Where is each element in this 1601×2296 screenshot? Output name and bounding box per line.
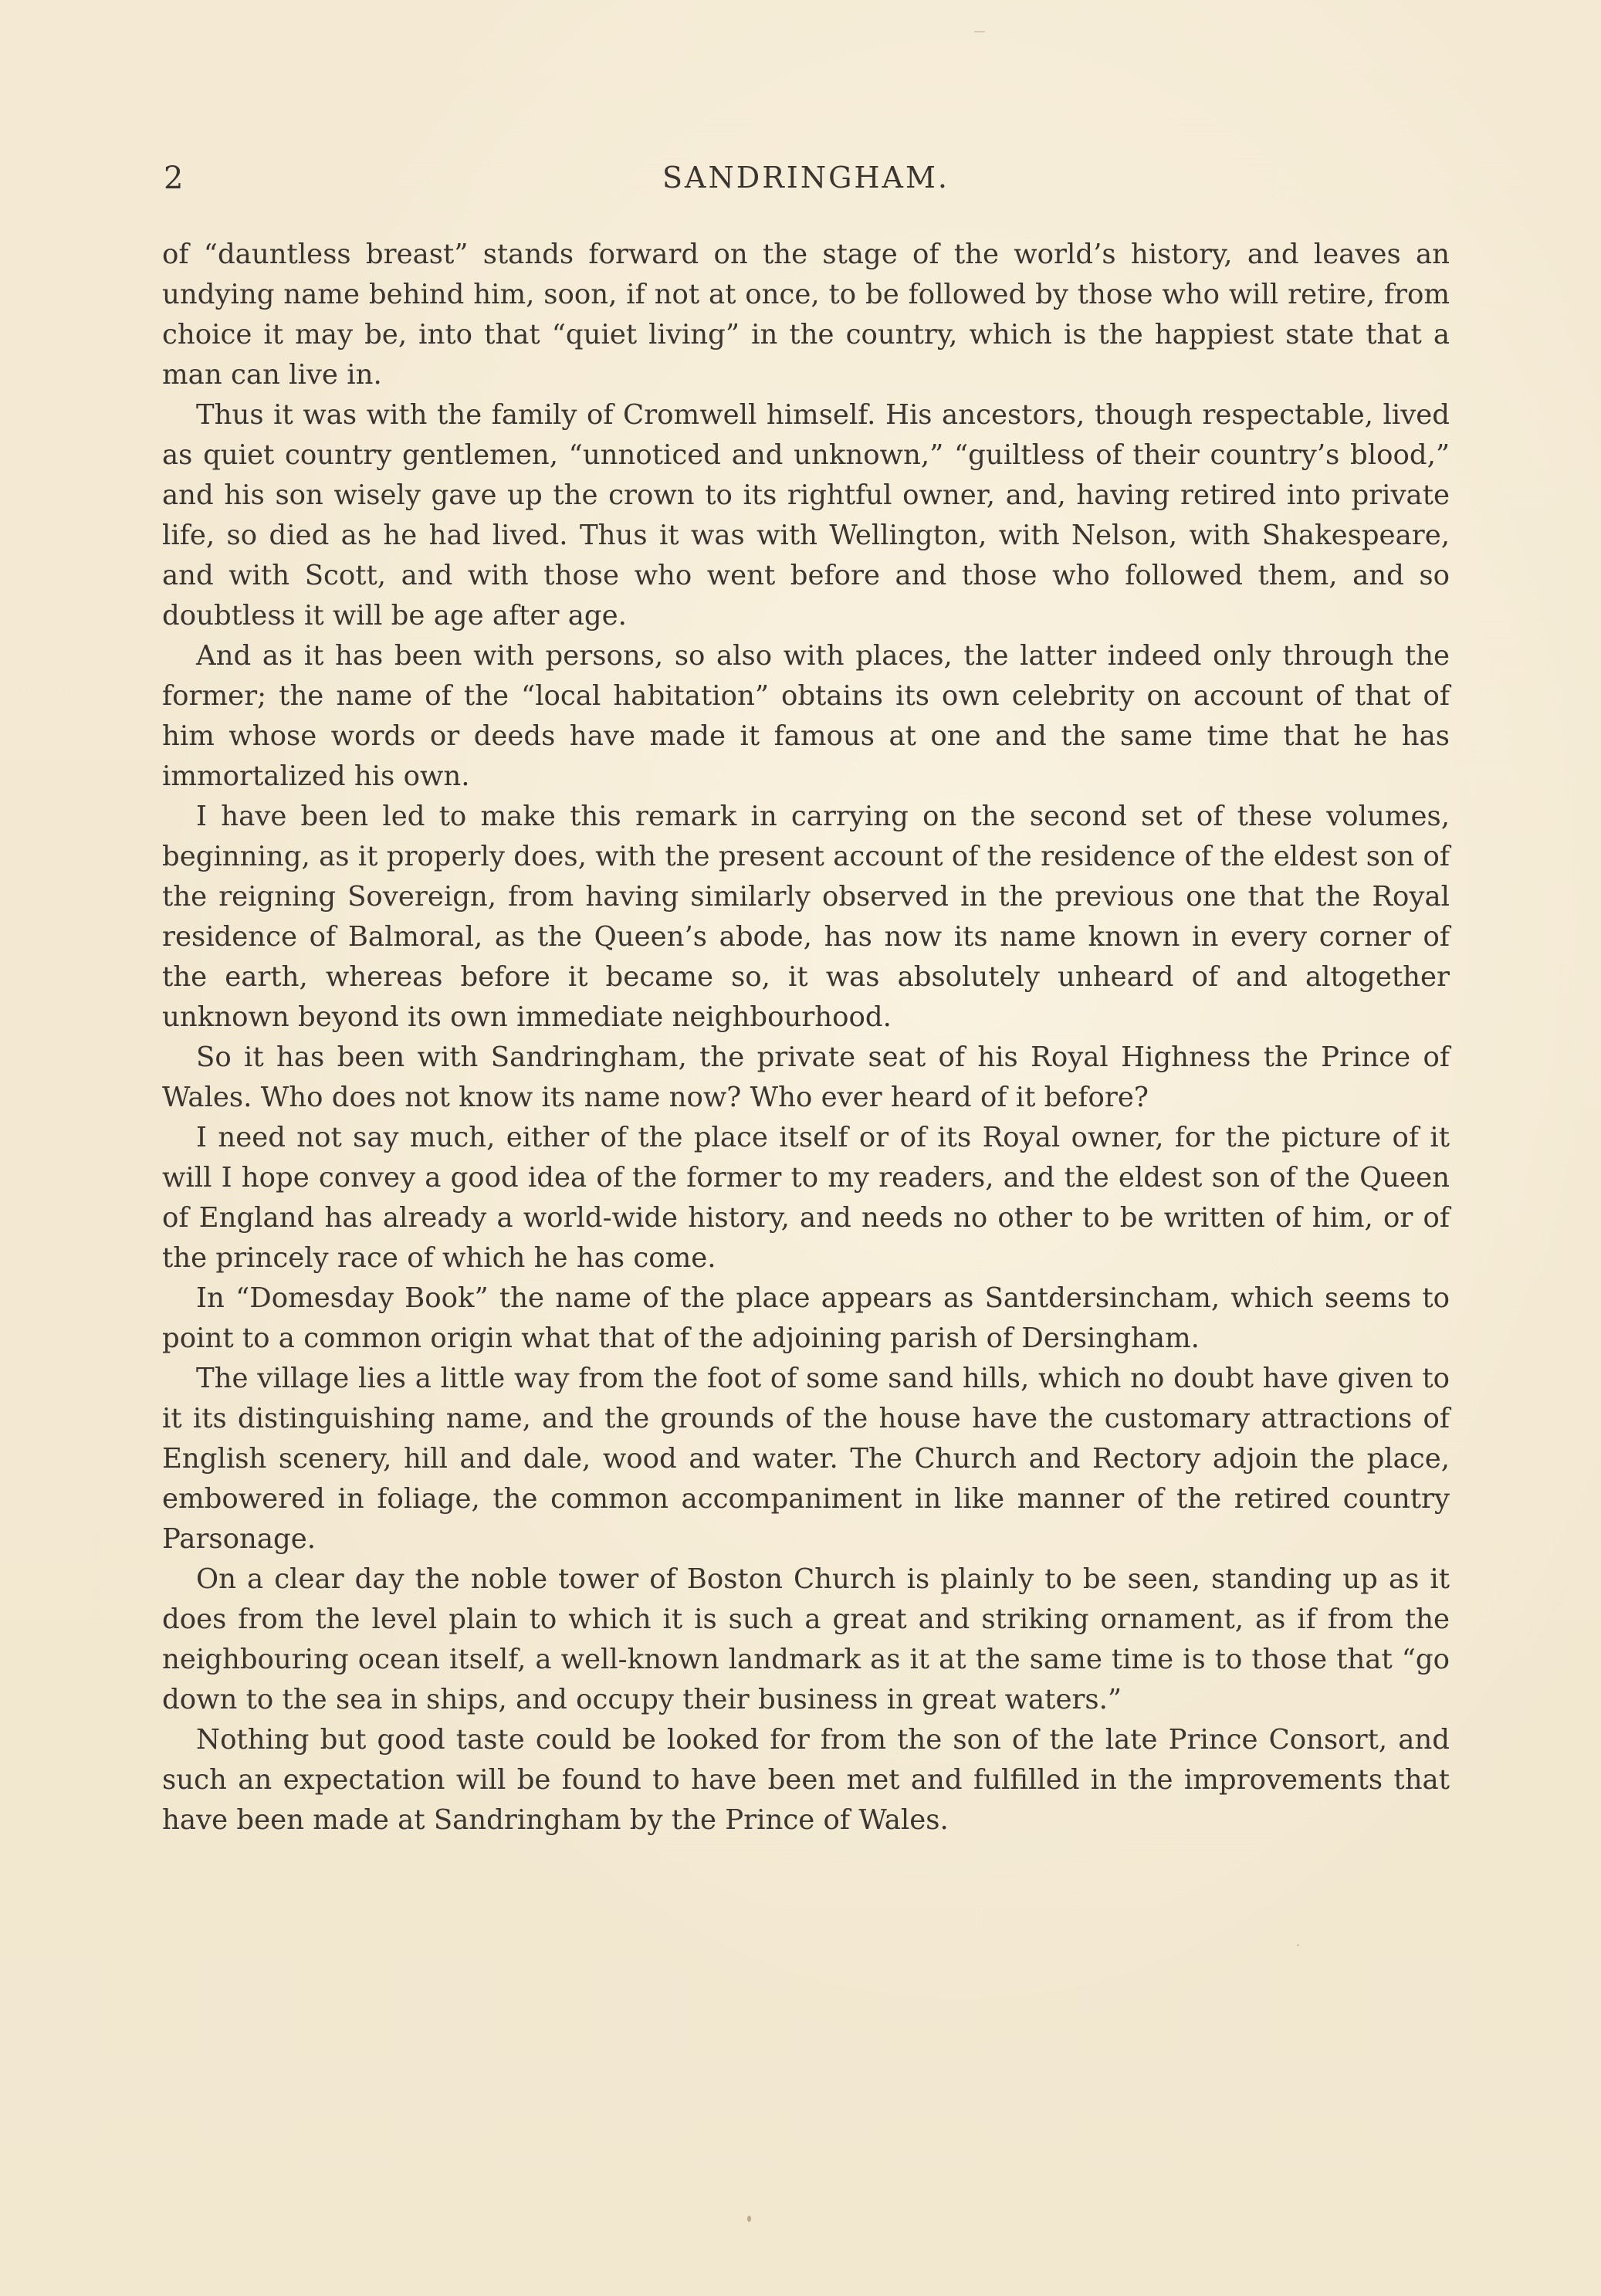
paper-speck: [747, 2216, 751, 2222]
paragraph: of “dauntless breast” stands forward on the stage of the world’s history, and leaves an undying name behind him, soon, if not at once, to be followed by those who will retire, from choice it may be, into that “quiet living” in the country, which is the happiest state that a man can live in.: [162, 239, 1450, 391]
paper-speck: [1297, 1944, 1299, 1946]
paragraph: So it has been with Sandringham, the private seat of his Royal Highness the Prince of Wales. Who does not know its name now? Who ever heard of it before?: [162, 1041, 1450, 1113]
paragraph: Thus it was with the family of Cromwell himself. His ancestors, though respectable, lived as quiet country gentlemen, “unnoticed and unknown,” “guiltless of their country’s blood,” and his son wisely gave up the crown to its rightful owner, and, having retired into private life, so died as he had lived. Thus it was with Wellington, with Nelson, with Shakespeare, and with Scott, and with those who went before and those who followed them, and so doubtless it will be age after age.: [162, 399, 1450, 632]
body-text: [162, 235, 1450, 1841]
paragraph: The village lies a little way from the foot of some sand hills, which no doubt have given to it its distinguishing name, and the grounds of the house have the customary attractions of English scenery, hill and dale, wood and water. The Church and Rectory adjoin the place, embowered in foliage, the common accompaniment in like manner of the retired country Parsonage.: [162, 1363, 1450, 1555]
paper-speck: [974, 31, 985, 32]
paragraph: In “Domesday Book” the name of the place appears as Santdersincham, which seems to point to a common origin what that of the adjoining parish of Dersingham.: [162, 1282, 1450, 1354]
paragraph: On a clear day the noble tower of Boston Church is plainly to be seen, standing up as it does from the level plain to which it is such a great and striking ornament, as if from the neighbouring ocean itself, a well-known landmark as it at the same time is to those that “go down to the sea in ships, and occupy their business in great waters.”: [162, 1563, 1450, 1715]
running-title: SANDRINGHAM.: [662, 161, 949, 195]
page-number: 2: [164, 161, 184, 196]
paragraph: I have been led to make this remark in carrying on the second set of these volumes, beginning, as it properly does, with the present account of the residence of the eldest son of the reigning Sovereign, from having similarly observed in the previous one that the Royal residence of Balmoral, as the Queen’s abode, has now its name known in every corner of the earth, whereas before it became so, it was absolutely unheard of and altogether unknown beyond its own immediate neighbourhood.: [162, 801, 1450, 1033]
page-header: [164, 161, 1448, 207]
paragraph: I need not say much, either of the place itself or of its Royal owner, for the picture of it will I hope convey a good idea of the former to my readers, and the eldest son of the Queen of England has already a world-wide history, and needs no other to be written of him, or of the princely race of which he has come.: [162, 1122, 1450, 1274]
paragraph: And as it has been with persons, so also with places, the latter indeed only through the former; the name of the “local habitation” obtains its own celebrity on account of that of him whose words or deeds have made it famous at one and the same time that he has immortalized his own.: [162, 640, 1450, 792]
paragraph: Nothing but good taste could be looked for from the son of the late Prince Consort, and such an expectation will be found to have been met and fulfilled in the improvements that have been made at Sandringham by the Prince of Wales.: [162, 1724, 1450, 1836]
